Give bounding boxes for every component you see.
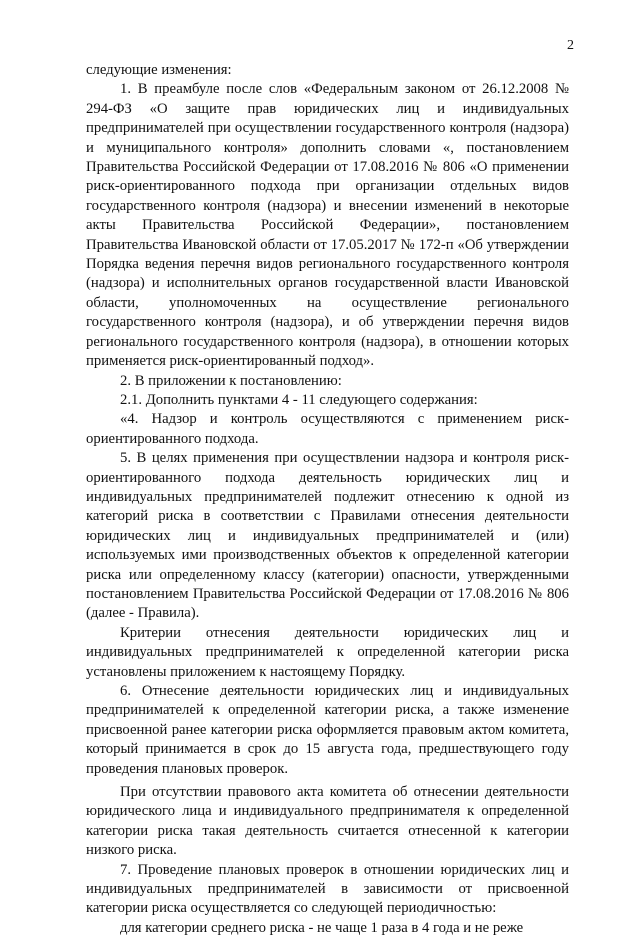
paragraph-criteria: Критерии отнесения деятельности юридических лиц и индивидуальных предпринимателей к определенной категории риска установлены приложением к настоящему Порядку.	[86, 624, 569, 680]
paragraph-point-4: «4. Надзор и контроль осуществляются с применением риск-ориентированного подхода.	[86, 411, 569, 447]
paragraph-medium-risk: для категории среднего риска - не чаще 1 раза в 4 года и не реже	[120, 919, 524, 936]
paragraph-item-1: 1. В преамбуле после слов «Федеральным законом от 26.12.2008 № 294-ФЗ «О защите прав юридических лиц и индивидуальных предпринимателей при осуществлении государственного контроля (надзора) и муниципального контроля» дополнить словами «, постановлением Правительства Российской Федерации от 17.08.2016 № 806 «О применении риск-ориентированного подхода при организации отдельных видов государственного контроля (надзора) и внесении изменений в некоторые акты Правительства Российской Федерации», постановлением Правительства Ивановской области от 17.05.2017 № 172-п «Об утверждении Порядка ведения перечня видов регионального государственного контроля (надзора) и исполнительных органов государственной власти Ивановской области, уполномоченных на осуществление регионального государственного контроля (надзора), и об утверждении перечня видов регионального государственного контроля (надзора), в отношении которых применяется риск-ориентированный подход».	[86, 81, 569, 370]
paragraph-low-risk: При отсутствии правового акта комитета об отнесении деятельности юридического лица и индивидуального предпринимателя к определенной категории риска такая деятельность считается отнесенной к категории низкого риска.	[86, 784, 569, 859]
paragraph-point-7: 7. Проведение плановых проверок в отношении юридических лиц и индивидуальных предпринимателей в зависимости от присвоенной категории риска осуществляется со следующей периодичностью:	[86, 861, 569, 917]
paragraph-point-6: 6. Отнесение деятельности юридических лиц и индивидуальных предпринимателей к определенной категории риска, а также изменение присвоенной ранее категории риска оформляется правовым актом комитета, который принимается в срок до 15 августа года, предшествующего году проведения плановых проверок.	[86, 683, 569, 777]
document-body	[86, 61, 569, 938]
paragraph-item-2-1: 2.1. Дополнить пунктами 4 - 11 следующего содержания:	[120, 391, 478, 408]
paragraph-point-5: 5. В целях применения при осуществлении надзора и контроля риск-ориентированного подхода деятельность юридических лиц и индивидуальных предпринимателей подлежит отнесению к одной из категорий риска в соответствии с Правилами отнесения деятельности юридических лиц и индивидуальных предпринимателей и (или) используемых ими производственных объектов к определенной категории риска или определенному классу (категории) опасности, утвержденными постановлением Правительства Российской Федерации от 17.08.2016 № 806 (далее - Правила).	[86, 450, 569, 622]
paragraph-item-2: 2. В приложении к постановлению:	[120, 372, 342, 389]
page-number: 2	[567, 38, 574, 53]
paragraph-intro: следующие изменения:	[86, 62, 232, 78]
